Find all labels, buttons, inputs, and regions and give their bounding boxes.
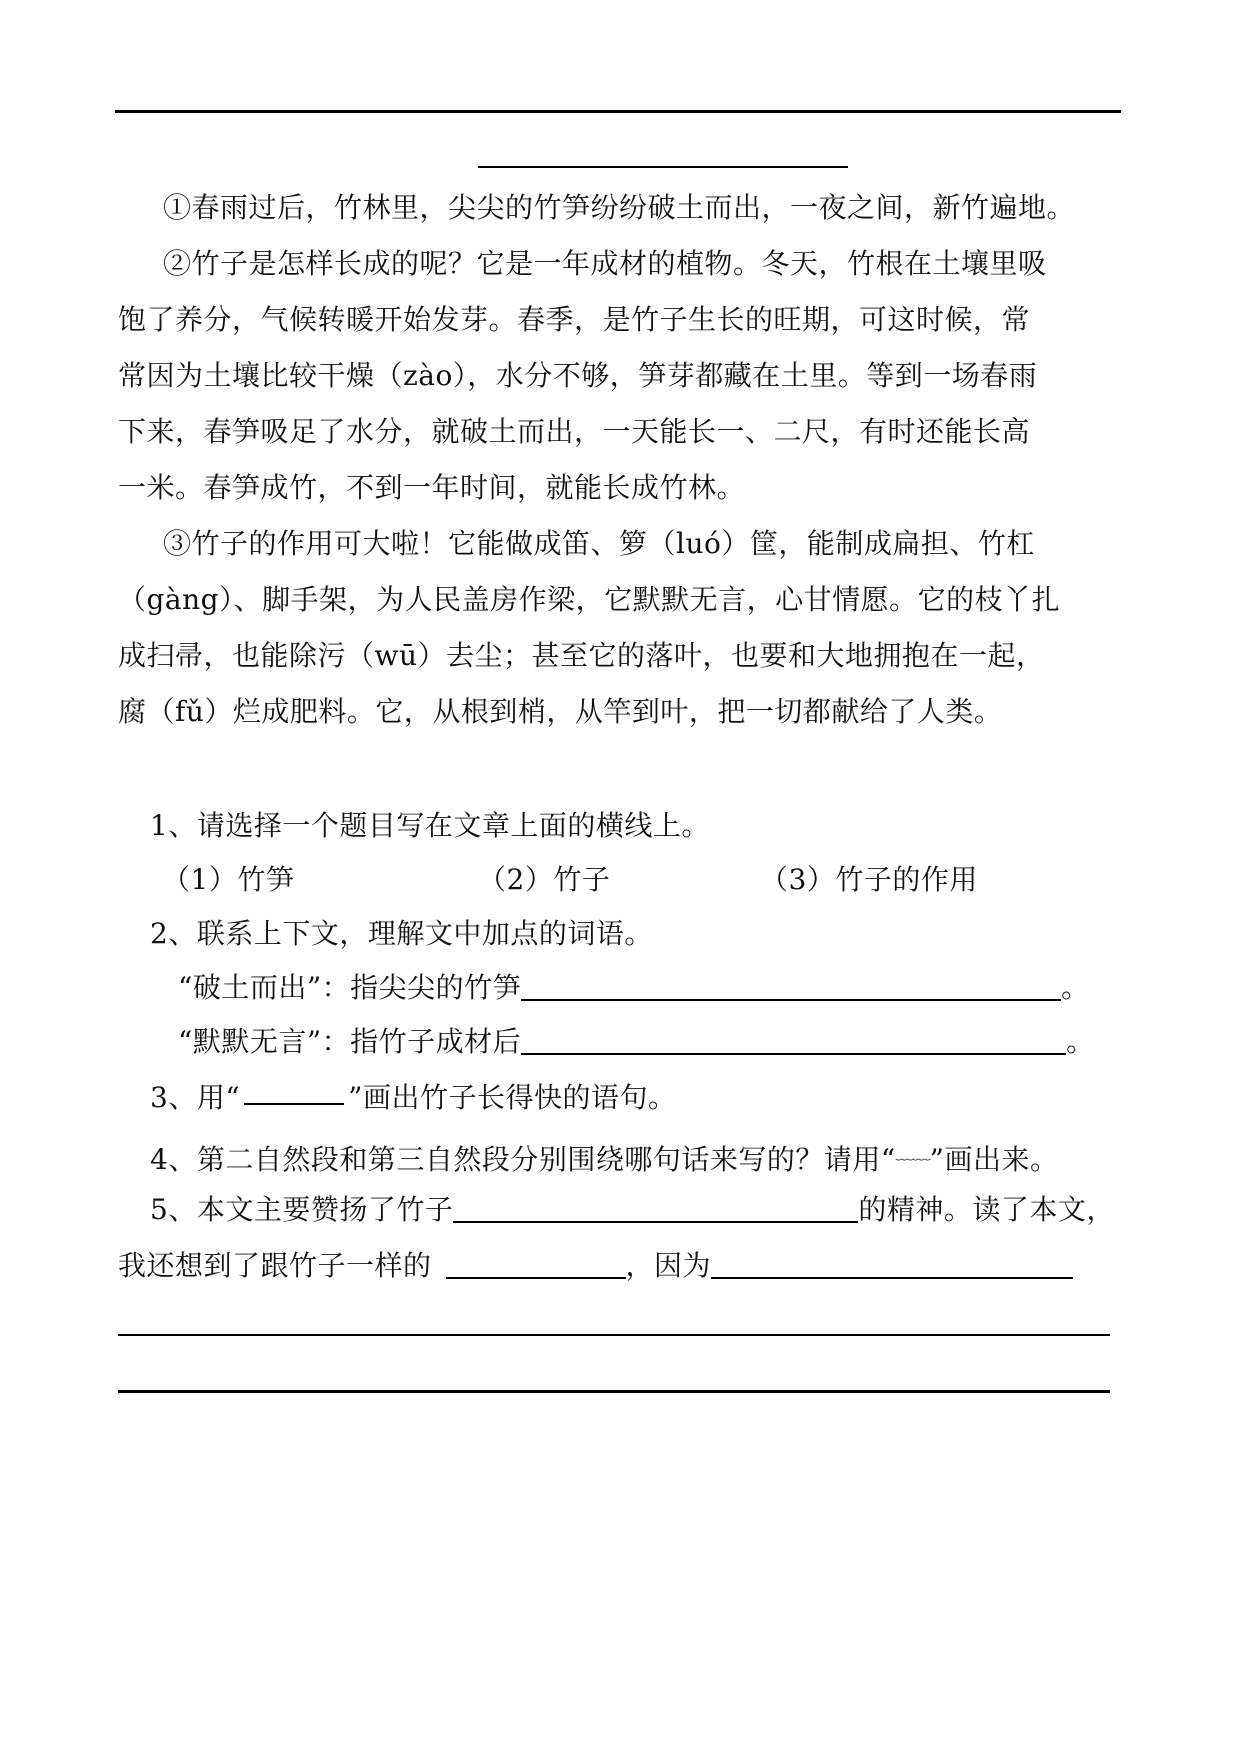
question-1: 1、请选择一个题目写在文章上面的横线上。 — [150, 809, 710, 842]
q2-item-b-label: “默默无言”：指竹子成材后 — [178, 1025, 522, 1058]
title-blank-line[interactable] — [478, 166, 848, 168]
q4-suffix: ”画出来。 — [929, 1143, 1059, 1176]
passage-line-3: 饱了养分，气候转暖开始发芽。春季，是竹子生长的旺期，可这时候，常 — [118, 303, 1031, 336]
passage-line-6: 一米。春笋成竹，不到一年时间，就能长成竹林。 — [118, 471, 746, 504]
q2-item-b — [178, 1022, 1095, 1062]
passage-line-2: ②竹子是怎样长成的呢？它是一年成材的植物。冬天，竹根在土壤里吸 — [163, 247, 1047, 280]
header-rule — [115, 110, 1121, 113]
q3-suffix: ”画出竹子长得快的语句。 — [348, 1081, 677, 1114]
q5-part-3: 我还想到了跟竹子一样的 — [118, 1249, 432, 1282]
passage-line-1: ①春雨过后，竹林里，尖尖的竹笋纷纷破土而出，一夜之间，新竹遍地。 — [163, 191, 1076, 224]
q1-option-2[interactable]: （2）竹子 — [478, 863, 611, 896]
question-5-line-1 — [150, 1190, 1115, 1230]
q2-item-a-answer-blank[interactable] — [521, 971, 1061, 1001]
q5-part-4: ，因为 — [625, 1249, 712, 1282]
passage-line-5: 下来，春笋吸足了水分，就破土而出，一天能长一、二尺，有时还能长高 — [118, 415, 1031, 448]
question-3 — [150, 1078, 676, 1118]
passage-line-10: 腐（fǔ）烂成肥料。它，从根到梢，从竿到叶，把一切都献给了人类。 — [118, 695, 1003, 728]
answer-line-2[interactable] — [118, 1390, 1110, 1393]
q2-item-a-end: 。 — [1061, 971, 1090, 1004]
q5-spirit-blank[interactable] — [453, 1193, 858, 1223]
q5-reason-blank[interactable] — [711, 1249, 1073, 1279]
q2-item-a-label: “破土而出”：指尖尖的竹笋 — [178, 971, 522, 1004]
q5-part-2: 的精神。读了本文， — [858, 1193, 1115, 1226]
question-2: 2、联系上下文，理解文中加点的词语。 — [150, 917, 653, 950]
passage-line-4: 常因为土壤比较干燥（zào），水分不够，笋芽都藏在土里。等到一场春雨 — [118, 359, 1038, 392]
passage-line-7: ③竹子的作用可大啦！它能做成笛、箩（luó）筐，能制成扁担、竹杠 — [163, 527, 1035, 560]
answer-line-1[interactable] — [118, 1334, 1110, 1336]
q3-underline-sample — [244, 1079, 344, 1105]
passage-line-8: （gàng）、脚手架，为人民盖房作梁，它默默无言，心甘情愿。它的枝丫扎 — [118, 583, 1061, 616]
q4-prefix: 4、第二自然段和第三自然段分别围绕哪句话来写的？请用“ — [150, 1143, 896, 1176]
q3-prefix: 3、用“ — [150, 1081, 241, 1114]
q4-wavy-mark: ﹏﹏ — [895, 1143, 930, 1164]
q2-item-b-end: 。 — [1066, 1025, 1095, 1058]
question-4 — [150, 1134, 1058, 1180]
q5-part-1: 5、本文主要赞扬了竹子 — [150, 1193, 454, 1226]
passage-line-9: 成扫帚，也能除污（wū）去尘；甚至它的落叶，也要和大地拥抱在一起， — [118, 639, 1045, 672]
q5-similar-blank[interactable] — [446, 1249, 626, 1279]
q2-item-a — [178, 968, 1090, 1008]
q1-option-3[interactable]: （3）竹子的作用 — [760, 863, 978, 896]
question-5-line-2 — [118, 1246, 1073, 1286]
q1-option-1[interactable]: （1）竹笋 — [162, 863, 295, 896]
q2-item-b-answer-blank[interactable] — [521, 1025, 1066, 1055]
